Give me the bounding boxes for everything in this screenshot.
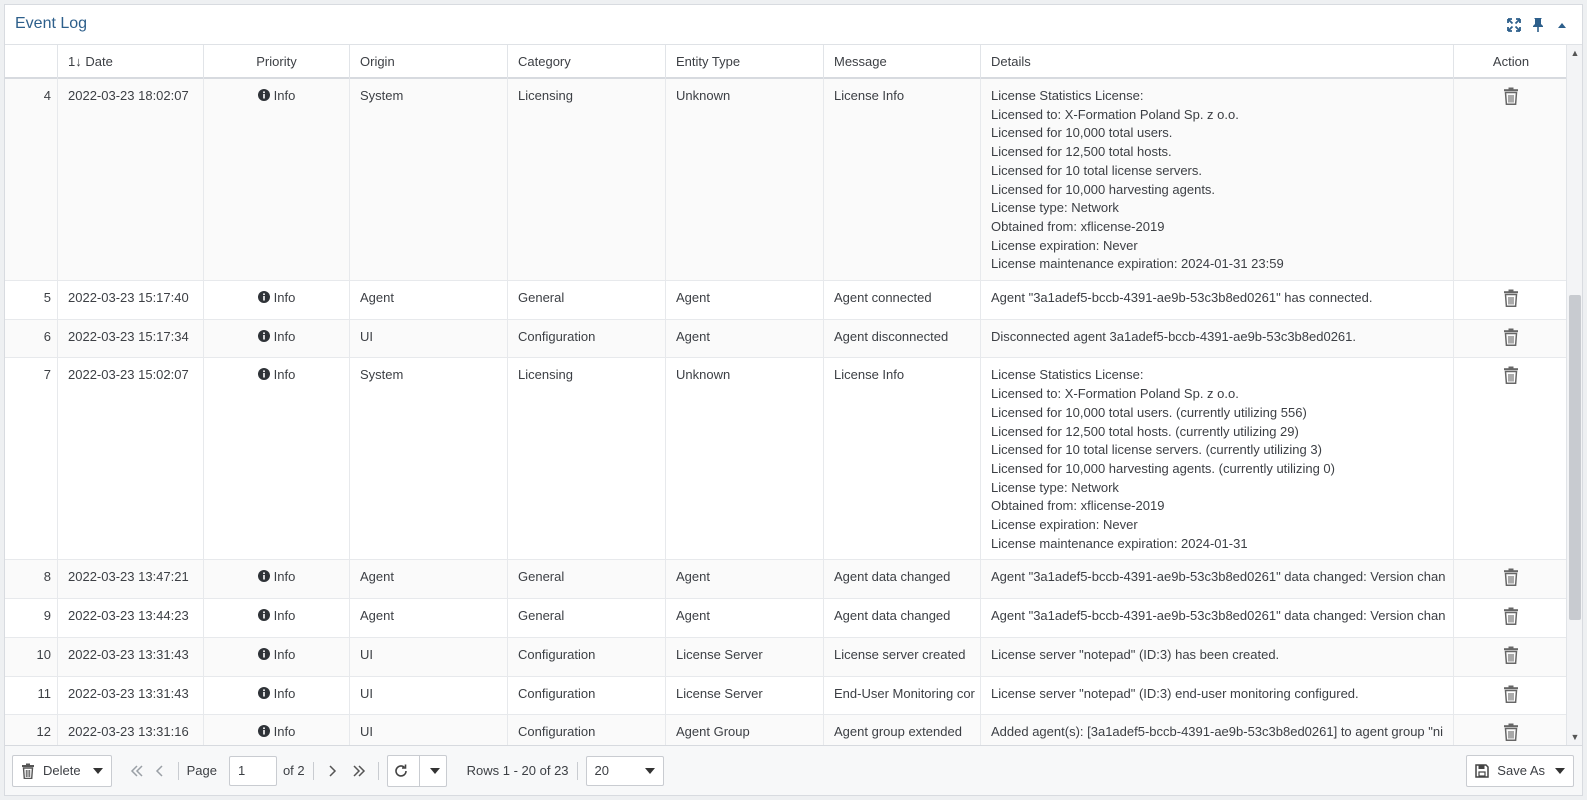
cell-message: Agent data changed [824,560,981,598]
cell-action [1454,599,1568,637]
trash-icon[interactable] [1503,87,1519,105]
details-line: License maintenance expiration: 2024-01-31 [991,535,1248,551]
details-line: Agent "3a1adef5-bccb-4391-ae9b-53c3b8ed0261" has connected. [991,290,1373,306]
details-line: License type: Network [991,479,1119,495]
page-number-input[interactable] [229,756,277,786]
panel-controls [1506,17,1570,33]
cell-priority [204,79,350,280]
cell-date: 2022-03-23 15:02:07 [58,358,204,559]
table-row[interactable] [5,560,1568,599]
cell-date: 2022-03-23 15:17:34 [58,320,204,358]
priority-label: Info [273,724,296,740]
priority-label: Info [273,569,296,585]
table-row[interactable] [5,281,1568,320]
caret-down-icon [93,768,103,774]
previous-page-icon[interactable] [148,760,170,782]
panel-header [5,5,1582,45]
cell-origin: UI [350,715,508,745]
cell-message: Agent connected [824,281,981,319]
scroll-up-icon[interactable]: ▲ [1570,48,1580,58]
cell-origin: UI [350,638,508,676]
cell-details [981,677,1454,715]
cell-origin: Agent [350,599,508,637]
cell-entity-type: License Server [666,677,824,715]
cell-date: 2022-03-23 13:31:43 [58,638,204,676]
cell-message: Agent data changed [824,599,981,637]
column-header-details[interactable]: Details [981,45,1454,79]
page-size-select[interactable] [586,756,664,786]
cell-date: 2022-03-23 13:47:21 [58,560,204,598]
details-line: Licensed for 12,500 total hosts. [991,144,1172,160]
cell-origin: UI [350,320,508,358]
cell-origin: UI [350,677,508,715]
details-line: License maintenance expiration: 2024-01-31 23:59 [991,256,1284,272]
column-header-priority[interactable]: Priority [204,45,350,79]
trash-icon[interactable] [1503,366,1519,384]
cell-origin: System [350,358,508,559]
cell-details [981,358,1454,559]
details-line: Licensed for 12,500 total hosts. (currently utilizing 29) [991,423,1299,439]
cell-entity-type: Agent [666,320,824,358]
event-log-panel [4,4,1583,796]
details-line: Licensed for 10 total license servers. [991,162,1202,178]
table-row[interactable] [5,677,1568,716]
caret-down-icon [430,768,440,774]
vertical-scrollbar[interactable] [1566,45,1582,745]
cell-category: Configuration [508,638,666,676]
cell-category: Configuration [508,677,666,715]
priority-label: Info [273,608,296,624]
cell-action [1454,560,1568,598]
details-line: Licensed for 10,000 total users. [991,125,1173,141]
cell-priority [204,281,350,319]
cell-entity-type: Unknown [666,79,824,280]
last-page-icon[interactable] [348,760,370,782]
rows-range-label: Rows 1 - 20 of 23 [466,763,569,778]
info-icon [258,724,270,736]
cell-index: 7 [5,358,58,559]
panel-title: Event Log [15,15,88,32]
details-line: Licensed for 10,000 harvesting agents. (currently utilizing 0) [991,460,1335,476]
table-row[interactable] [5,715,1568,745]
column-header-category[interactable]: Category [508,45,666,79]
cell-action [1454,715,1568,745]
cell-priority [204,320,350,358]
details-line: Licensed for 10,000 total users. (currently utilizing 556) [991,404,1307,420]
first-page-icon[interactable] [126,760,148,782]
delete-button[interactable] [12,755,112,787]
cell-action [1454,358,1568,559]
cell-entity-type: Agent [666,281,824,319]
details-line: License expiration: Never [991,237,1138,253]
trash-icon[interactable] [1503,568,1519,586]
grid-header [5,45,1568,79]
save-as-button[interactable] [1466,755,1574,787]
page-count-label: of 2 [282,763,305,778]
priority-label: Info [273,328,296,344]
cell-action [1454,281,1568,319]
cell-category: Configuration [508,715,666,745]
info-icon [258,608,270,620]
cell-index: 4 [5,79,58,280]
column-header-action: Action [1492,54,1530,69]
cell-details [981,599,1454,637]
trash-icon[interactable] [1503,685,1519,703]
cell-priority [204,358,350,559]
trash-icon[interactable] [1503,646,1519,664]
cell-entity-type: Unknown [666,358,824,559]
table-row[interactable] [5,79,1568,281]
cell-entity-type: Agent [666,560,824,598]
info-icon [258,686,270,698]
info-icon [258,647,270,659]
details-line: Agent "3a1adef5-bccb-4391-ae9b-53c3b8ed0261" data changed: Version chan [991,608,1446,624]
cell-action [1454,677,1568,715]
cell-date: 2022-03-23 18:02:07 [58,79,204,280]
cell-priority [204,560,350,598]
details-line: Licensed to: X-Formation Poland Sp. z o.o. [991,106,1239,122]
column-header-entity-type[interactable]: Entity Type [666,45,824,79]
column-header-message[interactable]: Message [824,45,981,79]
details-line: Licensed to: X-Formation Poland Sp. z o.o. [991,386,1239,402]
cell-index: 10 [5,638,58,676]
pager-divider [313,762,314,780]
details-line: Licensed for 10 total license servers. (currently utilizing 3) [991,442,1322,458]
caret-down-icon [645,768,655,774]
cell-message: License server created [824,638,981,676]
cell-action [1454,320,1568,358]
details-line: Licensed for 10,000 harvesting agents. [991,181,1216,197]
cell-date: 2022-03-23 13:44:23 [58,599,204,637]
details-line: Obtained from: xflicense-2019 [991,218,1165,234]
cell-category: General [508,560,666,598]
column-header-date[interactable]: 1↓ Date [58,45,204,79]
scroll-down-icon[interactable]: ▼ [1570,732,1580,742]
table-row[interactable] [5,599,1568,638]
cell-entity-type: Agent [666,599,824,637]
cell-message: End-User Monitoring cor [824,677,981,715]
save-icon [1475,764,1489,778]
cell-date: 2022-03-23 13:31:43 [58,677,204,715]
priority-label: Info [273,88,296,103]
info-icon [258,88,270,100]
details-line: License Statistics License: [991,88,1144,103]
trash-icon [21,763,35,779]
cell-priority [204,715,350,745]
cell-priority [204,638,350,676]
cell-index: 9 [5,599,58,637]
trash-icon[interactable] [1503,289,1519,307]
pager-divider [577,762,578,780]
cell-category: General [508,281,666,319]
cell-origin: Agent [350,560,508,598]
priority-label: Info [273,367,296,383]
cell-index: 5 [5,281,58,319]
cell-entity-type: License Server [666,638,824,676]
cell-details [981,560,1454,598]
details-line: License expiration: Never [991,517,1138,533]
info-icon [258,367,270,379]
trash-icon[interactable] [1503,607,1519,625]
caret-down-icon [1555,768,1565,774]
event-log-grid [5,45,1568,745]
details-line: Disconnected agent 3a1adef5-bccb-4391-ae9b-53c3b8ed0261. [991,328,1357,344]
details-line: License server "notepad" (ID:3) has been created. [991,646,1280,662]
cell-message: Agent disconnected [824,320,981,358]
details-line: Added agent(s): [3a1adef5-bccb-4391-ae9b-53c3b8ed0261] to agent group "ni [991,724,1444,740]
grid-body [5,79,1568,745]
refresh-button[interactable] [387,755,447,787]
page-size-value: 20 [594,763,609,778]
table-row[interactable] [5,320,1568,359]
cell-category: Licensing [508,358,666,559]
cell-category: General [508,599,666,637]
cell-date: 2022-03-23 15:17:40 [58,281,204,319]
info-icon [258,569,270,581]
column-header-index [5,45,58,79]
table-row[interactable] [5,358,1568,560]
trash-icon[interactable] [1503,723,1519,741]
pin-icon[interactable] [1530,17,1546,33]
cell-message: License Info [824,79,981,280]
cell-action [1454,79,1568,280]
cell-message: Agent group extended [824,715,981,745]
column-header-origin[interactable]: Origin [350,45,508,79]
cell-details [981,638,1454,676]
table-row[interactable] [5,638,1568,677]
pager-divider [178,762,179,780]
cell-details [981,715,1454,745]
refresh-icon [393,763,409,779]
cell-entity-type: Agent Group [666,715,824,745]
cell-index: 6 [5,320,58,358]
cell-category: Configuration [508,320,666,358]
next-page-icon[interactable] [322,760,344,782]
save-as-label: Save As [1497,763,1545,778]
grid-footer [5,745,1582,795]
cell-details [981,281,1454,319]
cell-priority [204,677,350,715]
cell-index: 12 [5,715,58,745]
details-line: License type: Network [991,200,1119,216]
scrollbar-thumb[interactable] [1569,295,1581,620]
cell-priority [204,599,350,637]
priority-label: Info [273,646,296,662]
details-line: License server "notepad" (ID:3) end-user monitoring configured. [991,685,1359,701]
details-line: Agent "3a1adef5-bccb-4391-ae9b-53c3b8ed0261" data changed: Version chan [991,569,1446,585]
page-label: Page [186,763,217,778]
info-icon [258,290,270,302]
details-line: Obtained from: xflicense-2019 [991,498,1165,514]
cell-origin: Agent [350,281,508,319]
details-line: License Statistics License: [991,367,1144,383]
cell-details [981,320,1454,358]
delete-button-label: Delete [43,763,81,778]
info-icon [258,329,270,341]
cell-date: 2022-03-23 13:31:16 [58,715,204,745]
cell-action [1454,638,1568,676]
collapse-icon[interactable] [1554,17,1570,33]
priority-label: Info [273,290,296,306]
cell-message: License Info [824,358,981,559]
expand-icon[interactable] [1506,17,1522,33]
cell-details [981,79,1454,280]
cell-index: 8 [5,560,58,598]
trash-icon[interactable] [1503,328,1519,346]
cell-category: Licensing [508,79,666,280]
pager-divider [378,762,379,780]
cell-index: 11 [5,677,58,715]
priority-label: Info [273,685,296,701]
cell-origin: System [350,79,508,280]
